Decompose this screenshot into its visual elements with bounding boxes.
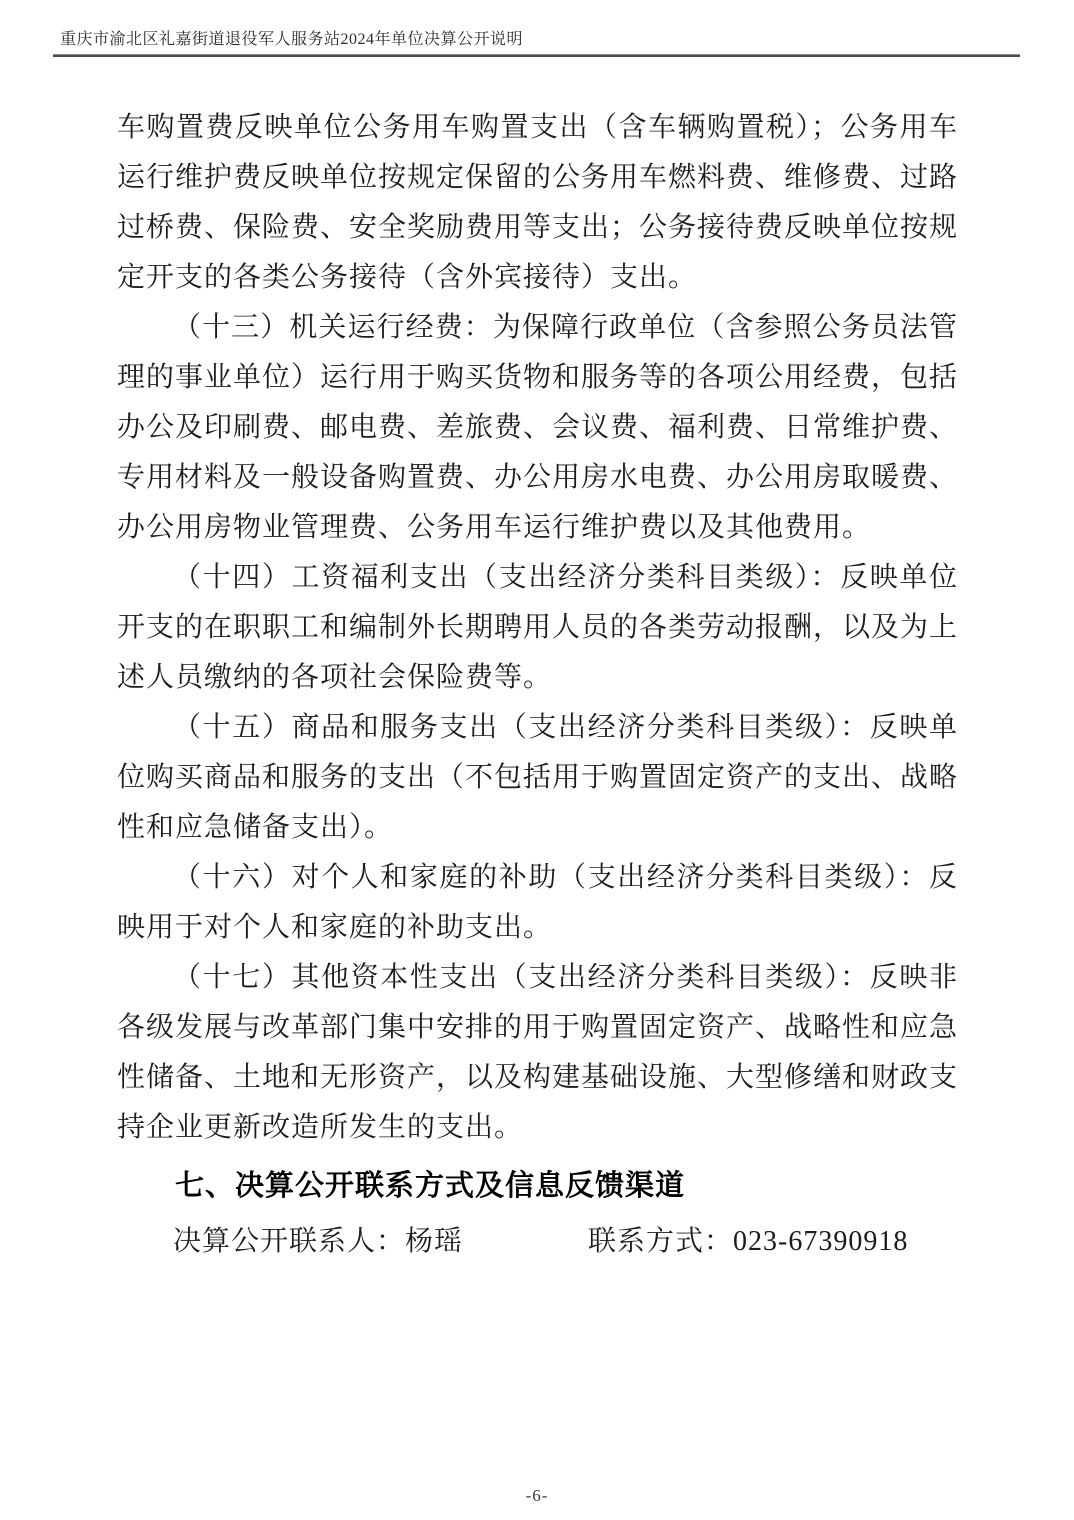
section-heading-contact-feedback: 七、决算公开联系方式及信息反馈渠道 [175,1170,686,1202]
contact-line [117,1217,958,1267]
page-number: -6- [525,1486,549,1505]
paragraph-vehicle-expense-continuation: 车购置费反映单位公务用车购置支出（含车辆购置税）；公务用车运行维护费反映单位按规定保留的公务用车燃料费、维修费、过路过桥费、保险费、安全奖励费用等支出；公务接待费反映单位按规定开支的各类公务接待（含外宾接待）支出。 [117,112,959,293]
paragraph-item-15-goods-services-expense: （十五）商品和服务支出（支出经济分类科目类级）：反映单位购买商品和服务的支出（不包括用于购置固定资产的支出、战略性和应急储备支出）。 [117,712,959,843]
contact-person: 决算公开联系人：杨瑶 [173,1226,464,1257]
header-rule [53,54,1020,57]
page-footer [0,1486,1074,1506]
document-body [117,103,958,1267]
paragraph-item-17-other-capital-expense: （十七）其他资本性支出（支出经济分类科目类级）：反映非各级发展与改革部门集中安排的用于购置固定资产、战略性和应急性储备、土地和无形资产，以及构建基础设施、大型修缮和财政支持企业更新改造所发生的支出。 [117,962,959,1143]
page-header [53,30,1020,57]
header-title: 重庆市渝北区礼嘉街道退役军人服务站2024年单位决算公开说明 [60,31,524,48]
paragraph-item-14-wage-welfare-expense: （十四）工资福利支出（支出经济分类科目类级）：反映单位开支的在职职工和编制外长期聘用人员的各类劳动报酬，以及为上述人员缴纳的各项社会保险费等。 [117,562,959,693]
contact-phone: 联系方式：023-67390918 [588,1226,909,1257]
paragraph-item-16-individual-family-subsidy: （十六）对个人和家庭的补助（支出经济分类科目类级）：反映用于对个人和家庭的补助支出。 [117,862,958,943]
paragraph-item-13-agency-operating-funds: （十三）机关运行经费：为保障行政单位（含参照公务员法管理的事业单位）运行用于购买货物和服务等的各项公用经费，包括办公及印刷费、邮电费、差旅费、会议费、福利费、日常维护费、专用材料及一般设备购置费、办公用房水电费、办公用房取暖费、办公用房物业管理费、公务用车运行维护费以及其他费用。 [117,312,959,543]
